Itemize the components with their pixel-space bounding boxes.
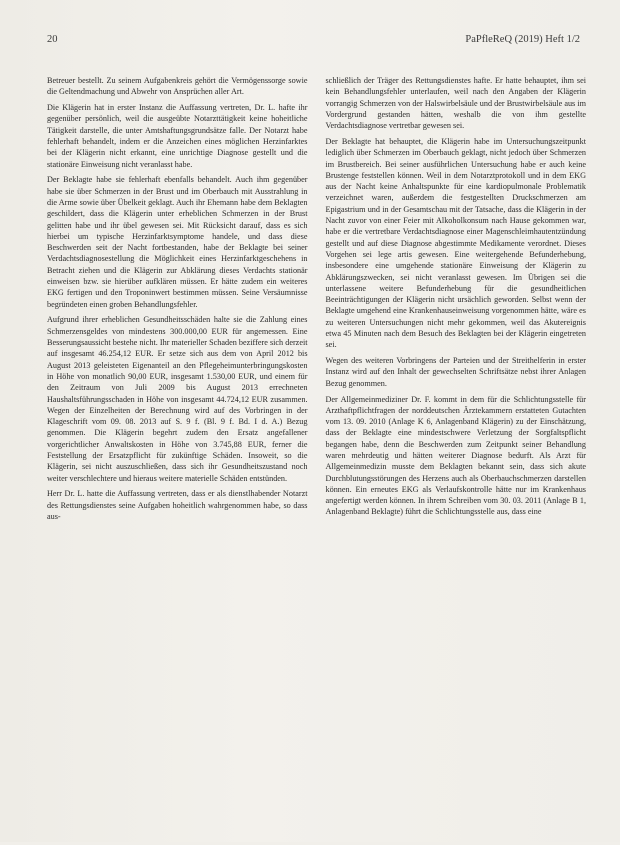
paragraph: Herr Dr. L. hatte die Auffassung vertreten, dass er als dienstlhabender Notarzt des Rettungsdienstes seine Aufgaben hoheitlich wahrgenommen habe, so dass aus- (47, 489, 308, 521)
paragraph: Wegen des weiteren Vorbringens der Parteien und der Streithelferin in erster Instanz wird auf den Inhalt der gewechselten Schriftsätze nebst ihrer Anlagen Bezug genommen. (325, 356, 586, 388)
left-column (47, 75, 308, 845)
paragraph: Der Allgemeinmediziner Dr. F. kommt in dem für die Schlichtungsstelle für Arzthaftpflichtfragen der norddeutschen Ärztekammern erstatteten Gutachten vom 13. 09. 2010 (Anlage K 6, Anlagenband Klägerin) zu der Einschätzung, dass der Beklagte eine mindestschwere Verletzung der Sorgfaltspflicht begangen habe, denn die Beschwerden zum Zeitpunkt seiner Behandlung waren mehrdeutig und hätten weiterer Diagnose bedurft. Als Arzt für Allgemeinmedizin musste dem Beklagten bekannt sein, dass sich akute Durchblutungsstörungen des Herzens auch als Oberbauchschmerzen darstellen können. Ein erneutes EKG als Verlaufskontrolle hätte nur im Krankenhaus angefertigt werden können. In ihrem Schreiben vom 30. 03. 2011 (Anlage B 1, Anlagenband Beklagte) führt die Schlichtungsstelle aus, dass eine (325, 394, 586, 517)
journal-reference: PaPfleReQ (2019) Heft 1/2 (465, 34, 580, 45)
paragraph: Aufgrund ihrer erheblichen Gesundheitsschäden halte sie die Zahlung eines Schmerzensgeldes von mindestens 300.000,00 EUR für angemessen. Eine Besserungsaussicht bestehe nicht. Ihr materieller Schaden beziffere sich derzeit auf insgesamt 46.254,12 EUR. Er setze sich aus dem von April 2012 bis August 2013 geleisteten Eigenanteil an den Pflegeheimunterbringungskosten in Höhe von monatlich 90,00 EUR, insgesamt 1.530,00 EUR, und einem für den Zeitraum von Juli 2009 bis August 2013 errechneten Haushaltsführungsschaden in Höhe von insgesamt 44.724,12 EUR zusammen. Wegen der Einzelheiten der Berechnung wird auf des Vorbringen in der Klageschrift vom 09. 08. 2013 auf S. 9 f. (Bl. 9 f. Bd. I d. A.) Bezug genommen. Die Klägerin begehrt zudem den Ersatz angefallener vorgerichtlicher Anwaltskosten in Höhe von 3.745,88 EUR, ferner die Feststellung der Ersatzpflicht für zukünftige Schäden. Insoweit, so die Klägerin, sei nicht auszuschließen, dass sich ihr Gesundheitszustand noch weiter verschlechtere und hieraus weitere materielle Schäden entstünden. (47, 315, 308, 483)
paragraph: Der Beklagte habe sie fehlerhaft ebenfalls behandelt. Auch ihm gegenüber habe sie über Schmerzen in der Brust und im Oberbauch mit Ausstrahlung in die Arme sowie über Übelkeit geklagt. Auch ihr Ehemann habe dem Beklagten geschildert, dass die Klägerin unter erheblichen Schmerzen in der Brust gelitten habe und ihr übel gewesen sei. Mit Rücksicht darauf, dass es sich hierbei um typische Herzinfarktsymptome handele, und dass diese Beschwerden seit der Nacht fortbestanden, habe der Beklagte bei seiner Verdachtsdiagnosestellung die Möglichkeit eines Herzinfarktgeschehens in Betracht ziehen und die Klägerin zur Abklärung dieses Verdachts stationär einweisen bzw. sie hierüber aufklären müssen. Er hätte zudem ein weiteres EKG fertigen und den Troponinwert bestimmen müssen. Seine Versäumnisse begründeten einen groben Behandlungsfehler. (47, 175, 308, 309)
page-number: 20 (47, 34, 58, 45)
right-column (326, 75, 587, 845)
text-columns (47, 75, 586, 845)
paragraph: Die Klägerin hat in erster Instanz die Auffassung vertreten, Dr. L. hafte ihr gegenüber persönlich, weil die ausgeübte Notarzttätigkeit keine hoheitliche Tätigkeit darstelle, die unter Amtshaftungsgrundsätze falle. Der Notarzt habe fehlerhaft behandelt, indem er die Anzeichen eines möglichen Herzinfarktes bei der Klägerin nicht erkannt, eine unrichtige Diagnose gestellt und die stationäre Einweisung nicht veranlasst habe. (47, 103, 308, 169)
paragraph: Betreuer bestellt. Zu seinem Aufgabenkreis gehört die Vermögenssorge sowie die Geltendmachung und Abwehr von Ansprüchen aller Art. (47, 76, 308, 97)
paragraph: schließlich der Träger des Rettungsdienstes hafte. Er hatte behauptet, ihm sei kein Behandlungsfehler unterlaufen, weil nach den Angaben der Klägerin vorrangig Schmerzen von der Halswirbelsäule und der Brustwirbelsäule aus im Vordergrund gestanden hätten, weshalb die von ihm gestellte Verdachtsdiagnose vertretbar gewesen sei. (325, 76, 586, 131)
page-header (47, 34, 586, 45)
paragraph: Der Beklagte hat behauptet, die Klägerin habe im Untersuchungszeitpunkt lediglich über Schmerzen im Oberbauch geklagt, nicht jedoch über Schmerzen im Brustbereich. Bei seiner ausführlichen Untersuchung habe er auch keine Brustenge feststellen können. Weil in dem Notarztprotokoll und in dem EKG aus der Nacht keine Anhaltspunkte für eine kardiopulmonale Problematik verzeichnet waren, außerdem die festgestellten Druckschmerzen am Epigastrium und in der Gesamtschau mit der Tatsache, dass die Klägerin in der Nacht zuvor von einer Feier mit Alkoholkonsum nach Hause gekommen war, habe er die vertretbare Verdachtsdiagnose einer Magenschleimhautentzündung gestellt und auf diese Diagnose abgestimmte Medikamente verordnet. Dieses Vorgehen sei lege artis gewesen. Eine weitergehende Befunderhebung, insbesondere eine umgehende stationäre Einweisung der Klägerin zu Abklärungszwecken, sei nicht veranlasst gewesen. Im Übrigen sei die unterlassene weitere Befunderhebung für die gesundheitlichen Beeinträchtigungen der Klägerin nicht ursächlich geworden. Selbst wenn der Beklagte umgehend eine Krankenhauseinweisung vorgenommen hätte, wäre es zu weiteren Untersuchungen nicht mehr gekommen, weil das Akutereignis etwa 45 Minuten nach dem Besuch des Beklagten bei der Klägerin eingetreten sei. (325, 136, 586, 350)
